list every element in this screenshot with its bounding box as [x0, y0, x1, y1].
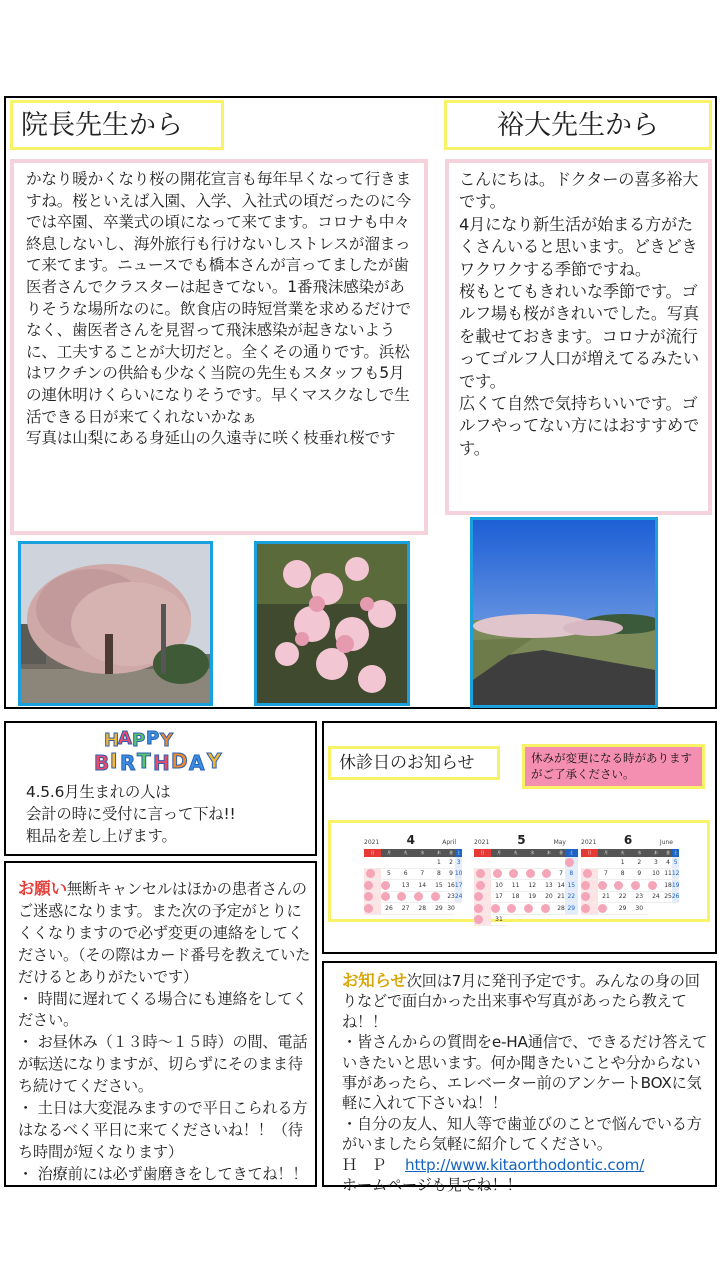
calendar-day: 17: [491, 892, 508, 904]
svg-text:A: A: [189, 751, 205, 774]
calendar-day: 8: [431, 869, 448, 881]
calendar-holiday: [491, 903, 508, 915]
calendar-june: [581, 833, 680, 915]
calendar-day: 25: [664, 892, 672, 904]
calendar-holiday: [474, 903, 491, 915]
doctor-message: [445, 159, 712, 515]
calendar-day: 31: [491, 915, 508, 927]
calendar-blank: [541, 857, 558, 869]
svg-text:Y: Y: [207, 749, 222, 773]
calendar-day: 28: [557, 903, 565, 915]
weekday-header: 木: [431, 849, 448, 857]
calendar-holiday: [565, 857, 578, 869]
svg-text:A: A: [118, 728, 132, 749]
calendar-day: 19: [524, 892, 541, 904]
weekday-header: 土: [456, 850, 461, 855]
calendar-day: 9: [631, 869, 648, 881]
calendar-blank: [507, 857, 524, 869]
calendar-holiday: [364, 892, 381, 904]
weekday-header: 火: [507, 849, 524, 857]
calendar-holiday: [581, 880, 598, 892]
director-body: かなり暖かくなり桜の開花宣言も毎年早くなって行きますね。桜といえば入園、入学、入社式の頃だったのに今では卒園、卒業式の頃になって来てます。コロナも中々終息しないし、海外旅行も行けないしストレスが溜まって来てます。ニュースでも橋本さんが言ってましたが歯医者さんでクラスターは起きてない。1番飛沫感染がありそうな場所なのに。飲食店の時短営業を求めるだけでなく、歯医者さんを見習って飛沫感染が起きないように、工夫することが大切だと。全くその通りです。浜松はワクチンの供給も少なく当院の先生もスタッフも5月の連休明けくらいになりそうです。早くマスクなしで生活できる日が来てくれないかなぁ: [26, 170, 411, 426]
svg-text:P: P: [146, 728, 160, 749]
calendar-day: 7: [598, 869, 615, 881]
calendar-day: 15: [565, 880, 578, 892]
birthday-logo: [90, 726, 250, 774]
calendar-day: 2: [631, 857, 648, 869]
weekday-header: 日: [364, 849, 381, 857]
director-heading: 院長先生から: [10, 100, 224, 150]
homepage-tail: ホームページも見てね！！: [342, 1176, 522, 1195]
calendar-blank: [524, 857, 541, 869]
calendar-day: 1: [614, 857, 631, 869]
calendar-month: 4: [406, 833, 415, 847]
birthday-line: 会計の時に受付に言って下ね!!: [26, 805, 236, 823]
notice-section: [322, 961, 717, 1195]
svg-text:H: H: [104, 730, 120, 751]
weekday-header: 火: [614, 849, 631, 857]
calendar-holiday: [524, 869, 541, 881]
calendar-day: 11: [507, 880, 524, 892]
calendar-day: 15: [431, 880, 448, 892]
calendar-holiday: [491, 869, 508, 881]
calendar-holiday: [381, 880, 398, 892]
calendar-holiday: [507, 903, 524, 915]
calendar-day: 17: [455, 880, 463, 892]
svg-text:Y: Y: [160, 730, 174, 751]
calendar-year: 2021: [364, 839, 380, 846]
calendar-day: 21: [557, 892, 565, 904]
calendar-blank: [364, 857, 381, 869]
birthday-line: 4.5.6月生まれの人は: [26, 783, 171, 801]
calendar-blank: [491, 857, 508, 869]
calendar-grid: [581, 849, 680, 915]
photo-golf-course: [470, 517, 658, 708]
weekday-header: 木: [541, 849, 558, 857]
weeping-cherry-image: [21, 544, 210, 703]
weekday-header: 金: [666, 850, 671, 855]
weekday-header: 水: [414, 849, 431, 857]
calendar-day: 4: [664, 857, 672, 869]
calendar-may: [474, 833, 576, 926]
director-message: [10, 159, 428, 535]
weekday-header: 金: [559, 850, 564, 855]
calendar-year: 2021: [474, 839, 490, 846]
calendar-holiday: [541, 869, 558, 881]
request-item: ・ 治療前には必ず歯磨きをしてきてね！！: [18, 1164, 308, 1183]
homepage-label: ＨＰ: [342, 1155, 401, 1174]
calendar-day: 19: [672, 880, 680, 892]
calendar-day: 13: [541, 880, 558, 892]
calendar-day: 23: [631, 892, 648, 904]
weekday-header: 日: [474, 849, 491, 857]
calendar-blank: [474, 857, 491, 869]
cherry-blossom-image: [257, 544, 407, 703]
calendar-day: 30: [447, 903, 455, 915]
calendar-day: 11: [664, 869, 672, 881]
calendar-day: 29: [614, 903, 631, 915]
calendar-holiday: [614, 880, 631, 892]
request-item: ・ お昼休み（１３時～１５時）の間、電話が転送になりますが、切らずにそのまま待ち続けてください。: [18, 1033, 308, 1096]
request-item: ・ 土日は大変混みますので平日こられる方はなるべく平日に来てくださいね！！（待ち時間が短くなります）: [18, 1099, 308, 1161]
calendar-day: 14: [557, 880, 565, 892]
weekday-header: 日: [581, 849, 598, 857]
calendar-holiday: [397, 892, 414, 904]
calendar-day: 29: [565, 903, 578, 915]
calendar-day: 10: [455, 869, 463, 881]
calendar-blank: [397, 857, 414, 869]
calendar-day: 26: [672, 892, 680, 904]
calendar-day: 5: [672, 857, 680, 869]
calendar-holiday: [414, 892, 431, 904]
calendar-blank: [381, 857, 398, 869]
calendar-month: 6: [623, 833, 633, 847]
calendar-holiday: [474, 915, 491, 927]
calendar-year: 2021: [581, 839, 597, 846]
doctor-heading: 裕大先生から: [444, 100, 712, 150]
request-intro: 無断キャンセルはほかの患者さんのご迷惑になります。また次の予定がとりにくくなりますので必ず変更の連絡をしてください。（その際はカード番号を教えていただけるとありがたいです）: [18, 880, 311, 986]
weekday-header: 水: [524, 849, 541, 857]
calendar-grid: [474, 849, 576, 926]
calendar-grid: [364, 849, 463, 915]
photo-cherry-blossoms: [254, 541, 410, 706]
weekday-header: 木: [648, 849, 665, 857]
calendar-april: [364, 833, 463, 915]
golf-course-image: [473, 520, 655, 705]
calendar-month-name: June: [659, 839, 673, 846]
calendar-day: 28: [414, 903, 431, 915]
holiday-note: 休みが変更になる時がありますがご了承ください。: [522, 744, 705, 789]
calendar-day: 6: [397, 869, 414, 881]
calendar-blank: [557, 857, 565, 869]
doctor-paragraph: 桜もとてもきれいな季節です。ゴルフ場も桜がきれいでした。写真を載せておきます。コロナが流行ってゴルフ人口が増えてるみたいです。: [459, 282, 699, 391]
weekday-header: 月: [491, 849, 508, 857]
svg-text:D: D: [171, 749, 188, 773]
svg-text:P: P: [132, 730, 146, 751]
calendar-holiday: [581, 869, 598, 881]
svg-text:B: B: [94, 751, 110, 774]
doctor-paragraph: 4月になり新生活が始まる方がたくさんいると思います。どきどきワクワクする季節ですね。: [459, 214, 698, 279]
weekday-header: 火: [397, 849, 414, 857]
calendar-holiday: [431, 892, 448, 904]
calendar-day: 12: [524, 880, 541, 892]
doctor-paragraph: こんにちは。ドクターの喜多裕大です。: [459, 170, 699, 212]
calendar-day: 24: [648, 892, 665, 904]
request-item: ・ 時間に遅れてくる場合にも連絡をしてください。: [18, 989, 308, 1030]
svg-text:H: H: [153, 751, 170, 774]
calendar-holiday: [648, 880, 665, 892]
calendar-holiday: [474, 869, 491, 881]
calendar-holiday: [364, 903, 381, 915]
calendar-day: 27: [397, 903, 414, 915]
birthday-line: 粗品を差し上げます。: [26, 827, 177, 845]
calendar-day: 22: [614, 892, 631, 904]
calendar-day: 22: [565, 892, 578, 904]
calendar-day: 10: [648, 869, 665, 881]
calendar-day: 10: [491, 880, 508, 892]
weekday-header: 金: [449, 850, 454, 855]
weekday-header: 土: [673, 850, 678, 855]
notice-title: お知らせ: [342, 971, 407, 990]
calendar-holiday: [541, 903, 558, 915]
calendar-holiday: [581, 903, 598, 915]
calendar-holiday: [364, 869, 381, 881]
calendar-day: 23: [447, 892, 455, 904]
calendar-day: 9: [447, 869, 455, 881]
calendar-day: 8: [565, 869, 578, 881]
calendar-holiday: [507, 869, 524, 881]
calendar-day: 18: [507, 892, 524, 904]
calendar-holiday: [581, 892, 598, 904]
calendar-holiday: [474, 892, 491, 904]
weekday-header: 月: [598, 849, 615, 857]
calendar-holiday: [631, 880, 648, 892]
calendar-day: 18: [664, 880, 672, 892]
photo-weeping-cherry: [18, 541, 213, 706]
calendar-day: 20: [541, 892, 558, 904]
doctor-paragraph: 広くて自然で気持ちいいです。ゴルフやってない方にはおすすめです。: [459, 394, 699, 458]
calendar-day: 3: [648, 857, 665, 869]
notice-item: ・自分の友人、知人等で歯並びのことで悩んでいる方がいましたら気軽に紹介してください。: [342, 1114, 702, 1154]
calendar-month-name: May: [553, 839, 566, 846]
weekday-header: 土: [565, 849, 578, 857]
weekday-header: 水: [631, 849, 648, 857]
notice-item: ・皆さんからの質問をe-HA通信で、できるだけ答えていきたいと思います。何か聞きたいことや分からない事があったら、エレベーター前のアンケートBOXに気軽に入れて下さいね！！: [342, 1033, 708, 1113]
happy-birthday-banner: [90, 726, 250, 774]
homepage-link[interactable]: http://www.kitaorthodontic.com/: [405, 1155, 645, 1174]
calendar-day: 3: [455, 857, 463, 869]
calendar-holiday: [598, 880, 615, 892]
calendar-holiday: [598, 903, 615, 915]
calendar-holiday: [381, 892, 398, 904]
svg-text:I: I: [110, 749, 118, 773]
calendar-blank: [581, 857, 598, 869]
holiday-heading: 休診日のお知らせ: [328, 746, 500, 780]
calendar-day: 21: [598, 892, 615, 904]
notice-intro: 次回は7月に発刊予定です。みんなの身の回りなどで面白かった出来事や写真があったら教えてね！！: [342, 972, 700, 1031]
weekday-header: 月: [381, 849, 398, 857]
calendar-day: 1: [431, 857, 448, 869]
calendar-month: 5: [517, 833, 526, 847]
request-title: お願い: [18, 879, 67, 898]
svg-text:R: R: [120, 751, 136, 774]
director-caption: 写真は山梨にある身延山の久遠寺に咲く枝垂れ桜です: [26, 429, 396, 448]
calendar-holiday: [474, 880, 491, 892]
calendar-day: 8: [614, 869, 631, 881]
calendar-day: 7: [414, 869, 431, 881]
calendar-day: 24: [455, 892, 463, 904]
calendar-day: 5: [381, 869, 398, 881]
calendar-day: 26: [381, 903, 398, 915]
svg-text:T: T: [137, 749, 151, 773]
calendar-holiday: [524, 903, 541, 915]
calendar-day: 13: [397, 880, 414, 892]
calendar-day: 30: [631, 903, 648, 915]
calendar-blank: [598, 857, 615, 869]
calendar-day: 16: [447, 880, 455, 892]
birthday-message: [26, 781, 311, 847]
calendar-holiday: [364, 880, 381, 892]
calendar-day: 2: [447, 857, 455, 869]
calendar-day: 29: [431, 903, 448, 915]
calendar-day: 14: [414, 880, 431, 892]
calendar-month-name: April: [442, 839, 456, 846]
calendar-blank: [414, 857, 431, 869]
calendar-day: 12: [672, 869, 680, 881]
calendar-day: 7: [557, 869, 565, 881]
holiday-calendars: [328, 820, 710, 922]
request-section: [4, 861, 317, 1187]
